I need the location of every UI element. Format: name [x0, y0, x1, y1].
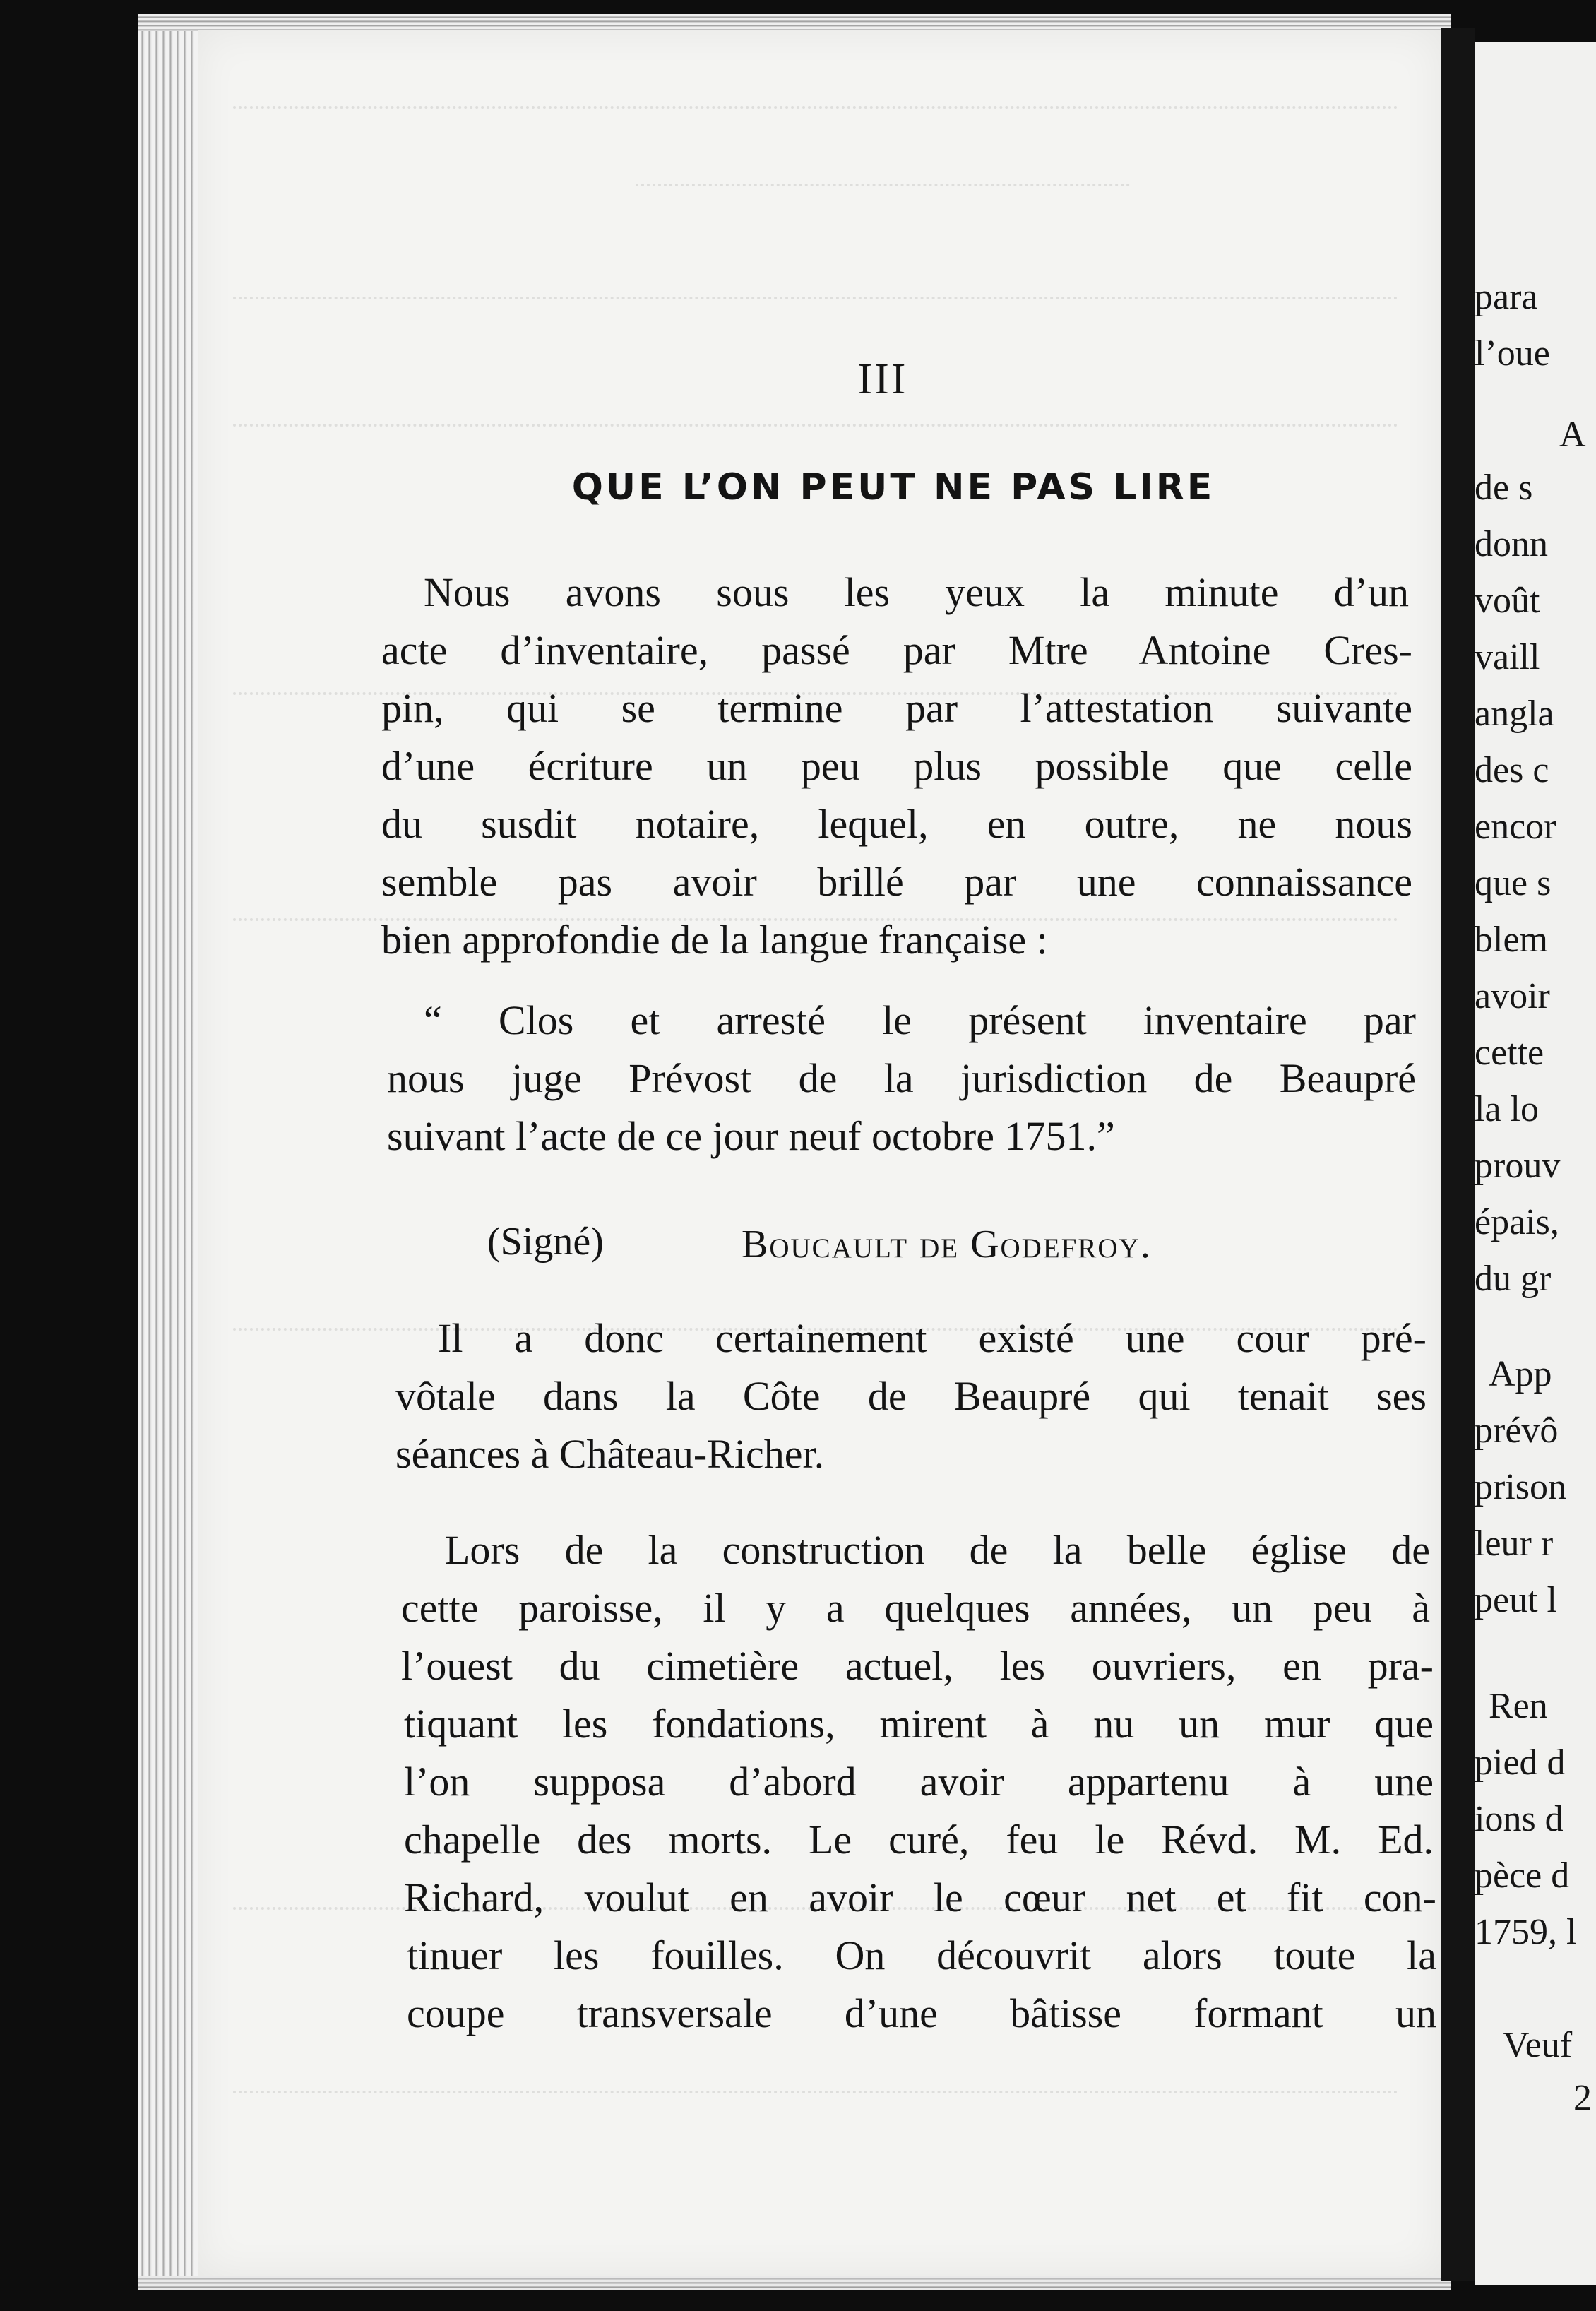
right-page-fragment: épais, [1475, 1202, 1559, 1242]
quote-line: suivant l’acte de ce jour neuf octobre 1751.” [387, 1113, 1115, 1159]
right-page-fragment: prison [1475, 1467, 1566, 1507]
book-gutter [1441, 28, 1475, 2281]
paragraph-3-line: l’on supposa d’abord avoir appartenu à une [404, 1759, 1434, 1805]
chapter-title: QUE L’ON PEUT NE PAS LIRE [571, 466, 1215, 509]
paragraph-3-line: coupe transversale d’une bâtisse formant un [407, 1990, 1436, 2036]
paragraph-3-line: Lors de la construction de la belle église de [445, 1527, 1430, 1573]
paragraph-2-line: vôtale dans la Côte de Beaupré qui tenait ses [395, 1373, 1427, 1419]
right-page-fragment: encor [1475, 807, 1556, 847]
quote-line: “ Clos et arresté le présent inventaire par [424, 997, 1416, 1043]
right-page-fragment: A [1559, 415, 1586, 455]
right-page-fragment: la lo [1475, 1089, 1539, 1129]
bleed-through-mark [636, 184, 1130, 194]
right-page-fragment: voût [1475, 581, 1540, 621]
chapter-number: III [857, 355, 908, 403]
right-page-fragment: des c [1475, 750, 1549, 790]
paragraph-3-line: l’ouest du cimetière actuel, les ouvriers, en pra- [401, 1643, 1434, 1689]
right-page-fragment: 1759, l [1475, 1912, 1577, 1952]
bottom-page-edges [138, 2276, 1451, 2290]
signature-label: (Signé) [487, 1220, 604, 1264]
right-page-fragment: vaill [1475, 637, 1540, 677]
right-page-fragment: donn [1475, 524, 1548, 564]
paragraph-3-line: tinuer les fouilles. On découvrit alors toute la [407, 1932, 1436, 1978]
paragraph-2-line: Il a donc certainement existé une cour pré- [438, 1315, 1427, 1361]
bleed-through-mark [233, 106, 1398, 116]
right-page-fragment: avoir [1475, 976, 1550, 1016]
right-page-fragment: Ren [1489, 1686, 1548, 1726]
right-page-fragment: prévô [1475, 1410, 1559, 1451]
quote-line: nous juge Prévost de la jurisdiction de Beaupré [387, 1055, 1416, 1101]
paragraph-2-line: séances à Château-Richer. [395, 1431, 825, 1477]
paragraph-3-line: tiquant les fondations, mirent à nu un mur que [404, 1701, 1434, 1747]
right-page-fragment: de s [1475, 468, 1533, 508]
paragraph-1-line: pin, qui se termine par l’attestation suivante [381, 685, 1412, 731]
right-page-fragment: que s [1475, 863, 1552, 903]
bleed-through-mark [233, 424, 1398, 434]
right-page [1475, 42, 1596, 2285]
right-page-fragment: App [1489, 1354, 1552, 1394]
paragraph-1-line: semble pas avoir brillé par une connaissance [381, 859, 1412, 905]
right-page-fragment: cette [1475, 1033, 1544, 1073]
right-page-fragment: prouv [1475, 1146, 1561, 1186]
paragraph-1-line: du susdit notaire, lequel, en outre, ne nous [381, 801, 1412, 847]
paragraph-1-line: Nous avons sous les yeux la minute d’un [424, 569, 1409, 615]
right-page-fragment: Veuf [1503, 2025, 1573, 2065]
right-page-fragment: pied d [1475, 1742, 1566, 1783]
signature-name: Boucault de Godefroy. [742, 1223, 1152, 1266]
bleed-through-mark [233, 297, 1398, 307]
paragraph-1-line: bien approfondie de la langue française : [381, 917, 1048, 963]
right-page-fragment: 2 [1573, 2078, 1592, 2118]
right-page-fragment: leur r [1475, 1523, 1554, 1564]
bleed-through-mark [233, 2091, 1398, 2101]
paragraph-1-line: acte d’inventaire, passé par Mtre Antoine Cres- [381, 627, 1412, 673]
right-page-fragment: ions d [1475, 1799, 1564, 1839]
paragraph-3-line: Richard, voulut en avoir le cœur net et fit con- [404, 1875, 1436, 1920]
right-page-fragment: blem [1475, 920, 1548, 960]
right-page-fragment: angla [1475, 694, 1554, 734]
paragraph-1-line: d’une écriture un peu plus possible que celle [381, 743, 1412, 789]
paragraph-3-line: chapelle des morts. Le curé, feu le Révd. M. Ed. [404, 1817, 1434, 1863]
paragraph-3-line: cette paroisse, il y a quelques années, un peu à [401, 1585, 1430, 1631]
top-page-edges [138, 14, 1451, 31]
right-page-fragment: peut l [1475, 1580, 1557, 1620]
right-page-fragment: para [1475, 277, 1538, 317]
right-page-fragment: l’oue [1475, 333, 1550, 374]
right-page-fragment: du gr [1475, 1259, 1552, 1299]
right-page-fragment: pèce d [1475, 1855, 1570, 1896]
stacked-page-edges [138, 21, 201, 2290]
